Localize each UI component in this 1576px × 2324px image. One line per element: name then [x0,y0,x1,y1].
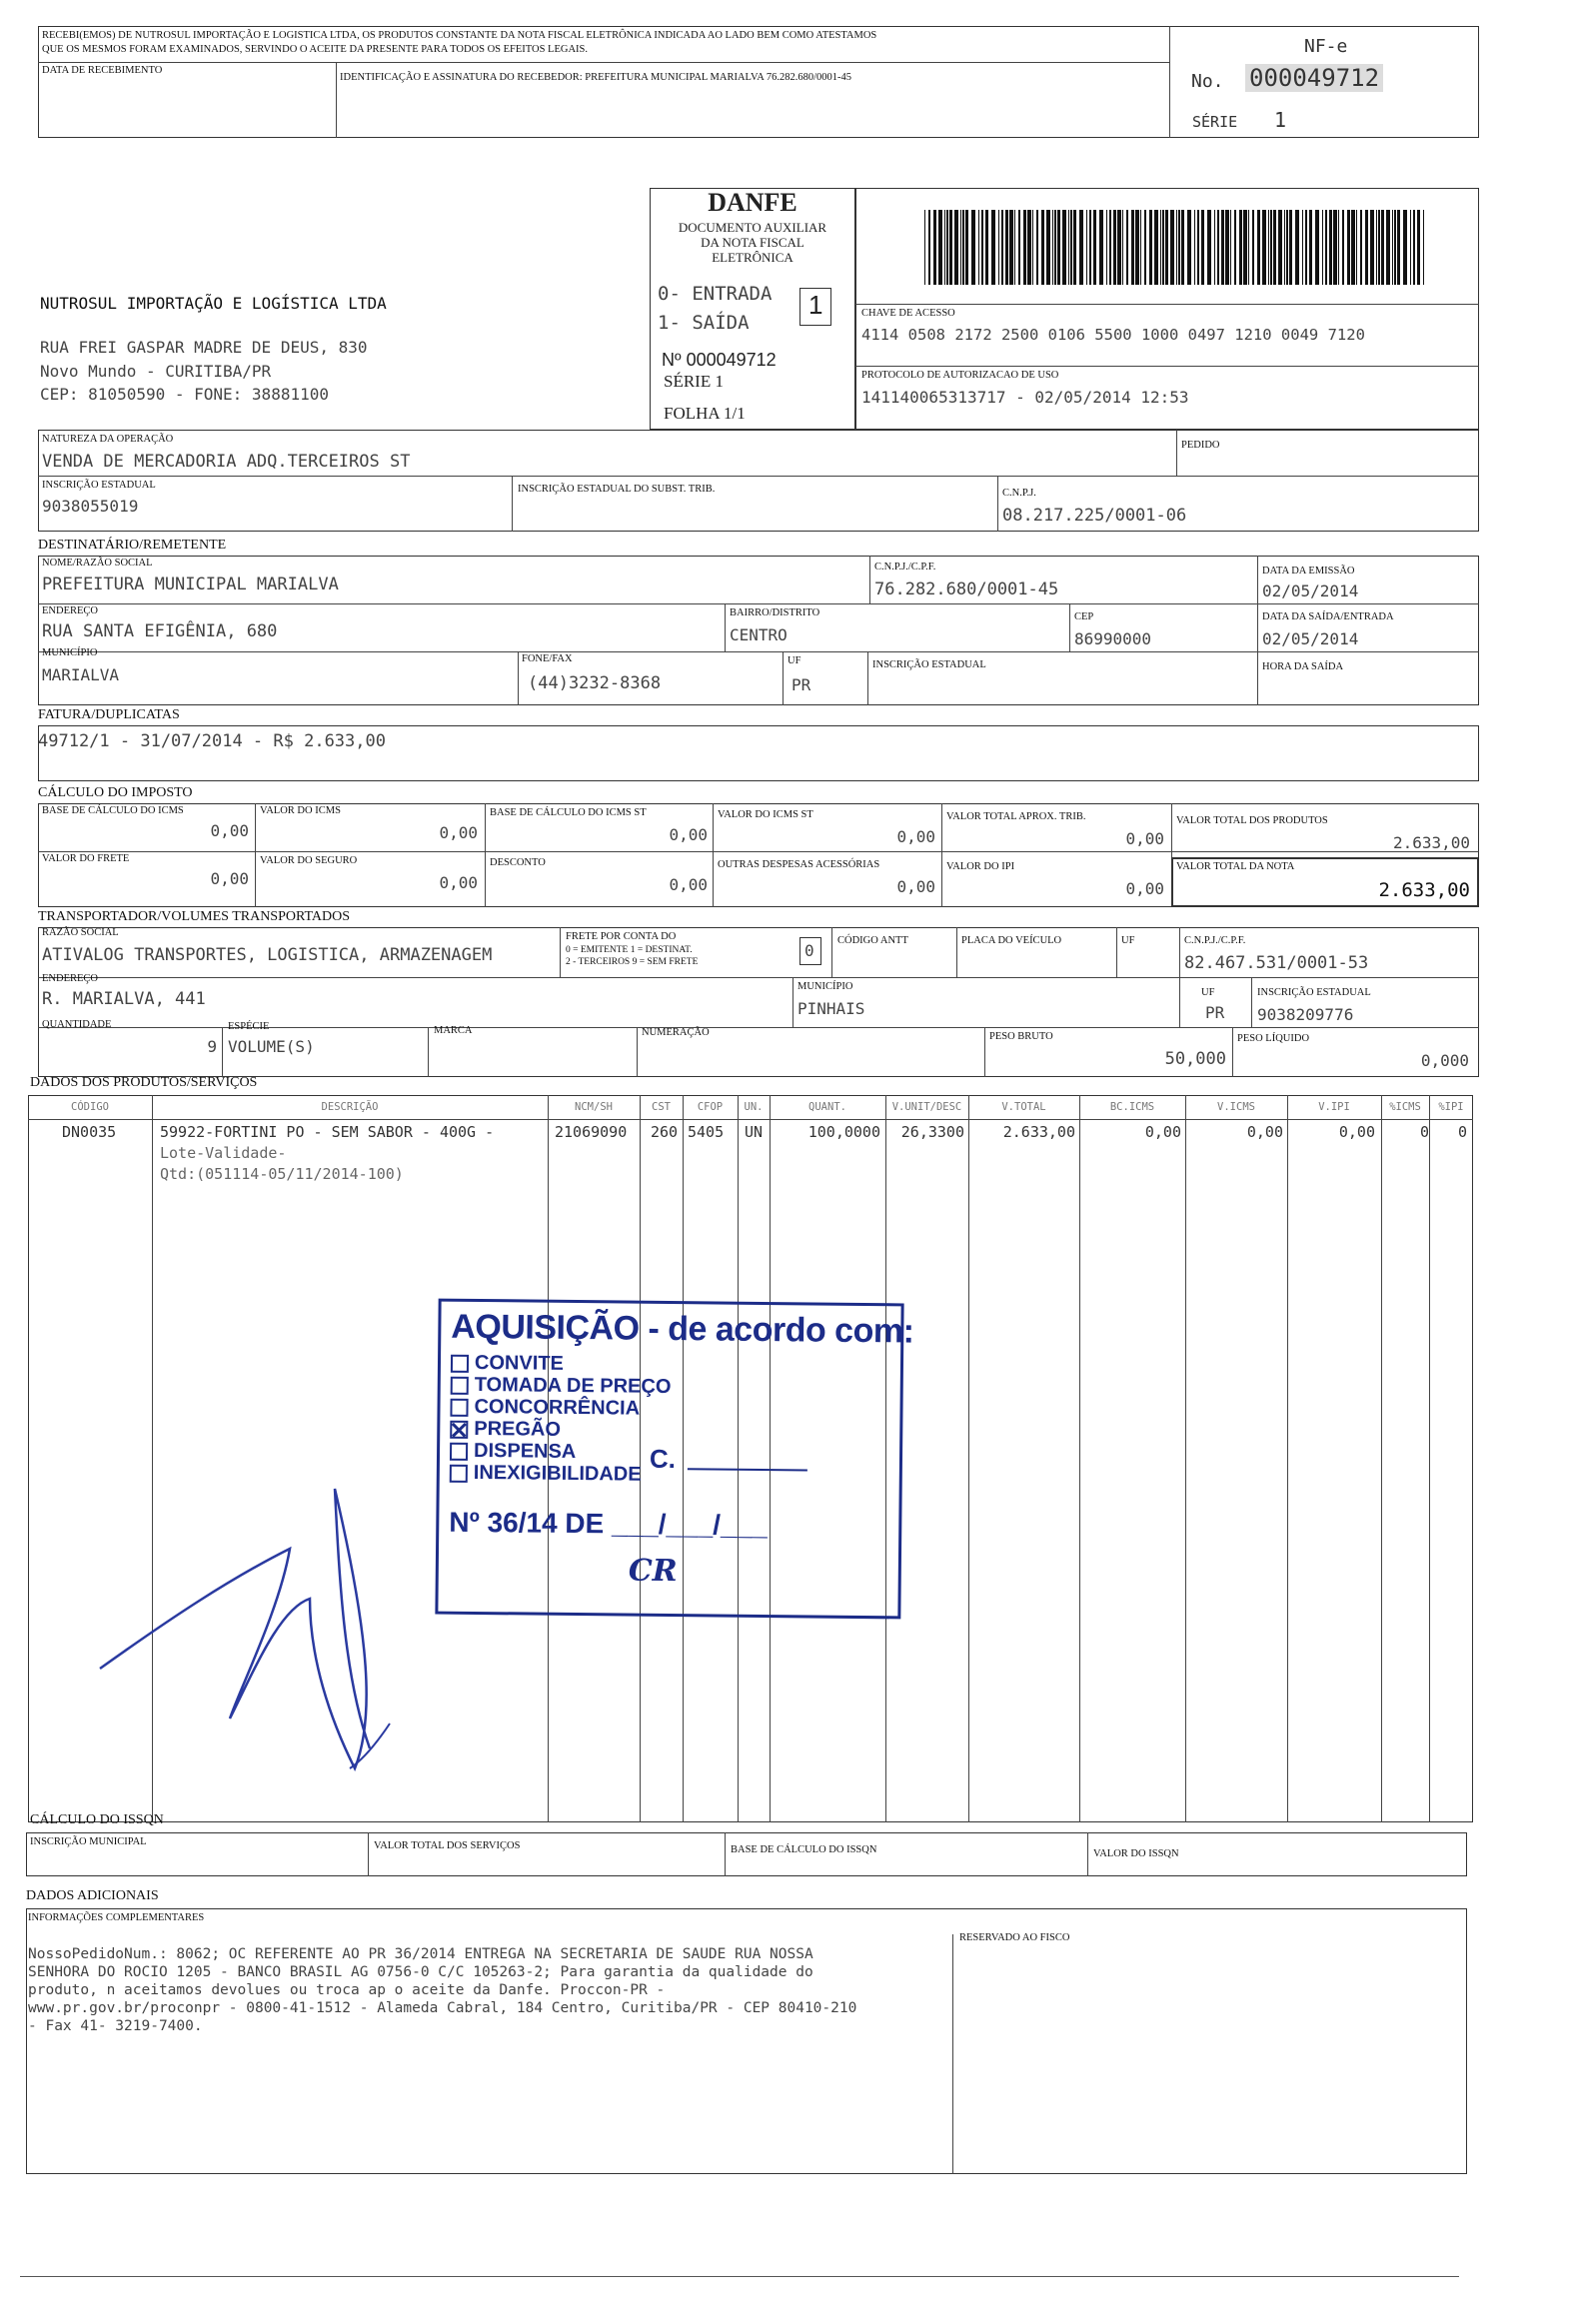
carrier-ie-label: INSCRIÇÃO ESTADUAL [1257,987,1371,998]
barcode-bar [1214,210,1215,285]
barcode-bar [1197,210,1199,285]
recipient-address: RUA SANTA EFIGÊNIA, 680 [42,621,278,641]
insurance-label: VALOR DO SEGURO [260,855,358,866]
receipt-text-2: QUE OS MESMOS FORAM EXAMINADOS, SERVINDO O ACEITE DA PRESENTE PARA TODOS OS EFEITOS LEGAIS. [42,44,589,55]
barcode-bar [1131,210,1134,285]
carrier-uf: PR [1205,1003,1225,1022]
barcode-bar [1086,210,1087,285]
carrier-city: PINHAIS [797,999,865,1018]
product-ncm: 21069090 [555,1123,628,1141]
barcode-bar [1270,210,1272,285]
barcode-bar [1162,210,1164,285]
barcode-bar [981,210,983,285]
additional-section-title: DADOS ADICIONAIS [26,1888,159,1903]
barcode-bar [998,210,999,285]
danfe-folha: FOLHA 1/1 [664,404,746,423]
carrier-address-label: ENDEREÇO [42,973,98,984]
freight-value: 0,00 [210,869,249,888]
products-header-3: CST [652,1101,671,1113]
stub-number: 000049712 [1245,64,1383,92]
recipient-section-title: DESTINATÁRIO/REMETENTE [38,538,227,553]
barcode-bar [1370,210,1374,285]
barcode-bar [1360,210,1362,285]
barcode [924,210,1424,285]
stamp-option [451,1352,672,1376]
barcode-bar [944,210,945,285]
barcode-bar [1278,210,1282,285]
ie-label: INSCRIÇÃO ESTADUAL [42,480,156,491]
danfe-type-value: 1 [808,290,823,320]
barcode-bar [1181,210,1184,285]
barcode-bar [1386,210,1390,285]
emission-label: DATA DA EMISSÃO [1262,566,1355,577]
receipt-date-label: DATA DE RECEBIMENTO [42,65,163,76]
stub-series-label: SÉRIE [1192,113,1238,131]
stamp-checkbox-checked [450,1420,468,1438]
ie-value: 9038055019 [42,497,139,516]
recipient-name-label: NOME/RAZÃO SOCIAL [42,558,153,569]
barcode-bar [1257,210,1260,285]
additional-line-3: produto, n aceitamos devolues ou troca ap o aceite da Danfe. Proccon-PR - [28,1982,666,1998]
barcode-bar [1178,210,1180,285]
stamp-option [450,1462,671,1486]
recipient-cnpj: 76.282.680/0001-45 [874,580,1059,599]
barcode-bar [1135,210,1139,285]
product-desc-line-1: 59922-FORTINI PO - SEM SABOR - 400G - [160,1123,495,1141]
barcode-bar [965,210,968,285]
stamp-options [450,1352,672,1486]
trib-label: VALOR TOTAL APROX. TRIB. [946,811,1086,822]
recipient-phone: (44)3232-8368 [528,673,662,693]
danfe-title: DANFE [708,188,797,217]
stamp-initials: CR [628,1553,678,1590]
discount-label: DESCONTO [490,857,546,868]
barcode-bar [1273,210,1276,285]
freight-value: 0 [804,941,814,960]
plate-label: PLACA DO VEÍCULO [961,935,1062,946]
stamp-checkbox [451,1354,469,1372]
products-header-11: V.IPI [1318,1101,1350,1113]
issqn-value-label: VALOR DO ISSQN [1093,1848,1179,1859]
barcode-bar [954,210,958,285]
barcode-bar [1248,210,1249,285]
net-weight-value: 0,000 [1420,1051,1469,1070]
product-un: UN [745,1123,764,1141]
recipient-ie-label: INSCRIÇÃO ESTADUAL [872,659,986,670]
danfe-entrada: 0- ENTRADA [658,283,773,305]
barcode-bar [1403,210,1407,285]
barcode-bar [1347,210,1350,285]
stamp-c-label: C. [649,1443,677,1475]
barcode-bar [1113,210,1116,285]
barcode-bar [1170,210,1174,285]
base-icms-value: 0,00 [210,821,249,840]
barcode-bar [1230,210,1231,285]
products-header-9: BC.ICMS [1109,1101,1155,1113]
barcode-bar [1014,210,1015,285]
exit-date: 02/05/2014 [1262,629,1359,648]
recipient-city: MARIALVA [42,665,120,684]
barcode-bar [1122,210,1123,285]
barcode-bar [1268,210,1269,285]
barcode-bar [1225,210,1229,285]
exit-time-label: HORA DA SAÍDA [1262,661,1344,672]
recipient-uf-label: UF [788,655,801,666]
ipi-value: 0,00 [1125,879,1164,898]
product-icms: 0,00 [1246,1123,1283,1141]
freight-option-1: 0 = EMITENTE 1 = DESTINAT. [566,945,693,955]
services-total-label: VALOR TOTAL DOS SERVIÇOS [374,1840,521,1851]
products-header-8: V.TOTAL [1001,1101,1046,1113]
barcode-bar [1217,210,1219,285]
products-header-10: V.ICMS [1217,1101,1255,1113]
product-ipi: 0,00 [1338,1123,1375,1141]
barcode-bar [949,210,952,285]
emitter-address: RUA FREI GASPAR MADRE DE DEUS, 830 [40,338,368,357]
emission-date: 02/05/2014 [1262,581,1359,600]
acquisition-stamp [435,1299,914,1620]
barcode-bar [938,210,942,285]
barcode-bar [1046,210,1050,285]
barcode-bar [985,210,988,285]
emitter-cnpj: 08.217.225/0001-06 [1002,506,1187,526]
icms-st-value: 0,00 [896,827,935,846]
danfe-number: Nº 000049712 [662,350,777,370]
danfe-subtitle-3: ELETRÔNICA [712,250,793,265]
stub-series: 1 [1274,108,1287,132]
district-value: CENTRO [730,625,788,644]
stamp-option-label: CONCORRÊNCIA [474,1395,641,1420]
receiver-label: IDENTIFICAÇÃO E ASSINATURA DO RECEBEDOR: PREFEITURA MUNICIPAL MARIALVA 76.282.680/0001-45 [340,72,852,83]
stamp-option-label: DISPENSA [473,1439,577,1464]
products-header-12: %ICMS [1389,1101,1421,1113]
product-icms-rate: 0 [1419,1123,1429,1141]
product-cfop: 5405 [688,1123,725,1141]
barcode-bar [1207,210,1211,285]
barcode-bar [1032,210,1033,285]
barcode-bar [1149,210,1152,285]
fisco-reserved-label: RESERVADO AO FISCO [959,1932,1070,1943]
barcode-bar [1315,210,1319,285]
pedido-label: PEDIDO [1181,440,1220,451]
other-expenses-value: 0,00 [896,877,935,896]
carrier-uf-label: UF [1201,987,1215,998]
other-expenses-label: OUTRAS DESPESAS ACESSÓRIAS [718,859,880,870]
barcode-bar [971,210,975,285]
barcode-bar [1027,210,1031,285]
barcode-bar [1036,210,1038,285]
stamp-option [450,1418,671,1442]
discount-value: 0,00 [669,875,708,894]
barcode-bar [1252,210,1254,285]
species-label: ESPÉCIE [228,1021,270,1032]
district-label: BAIRRO/DISTRITO [730,607,820,618]
barcode-bar [1089,210,1091,285]
recipient-cep: 86990000 [1074,629,1152,648]
trib-value: 0,00 [1125,829,1164,848]
barcode-bar [1052,210,1053,285]
nfe-label: NF-e [1304,36,1348,57]
barcode-bar [962,210,964,285]
barcode-bar [1329,210,1332,285]
products-header-1: DESCRIÇÃO [321,1101,379,1113]
danfe-subtitle-2: DA NOTA FISCAL [701,235,804,250]
barcode-bar [1160,210,1161,285]
barcode-bar [1079,210,1083,285]
stamp-checkbox [450,1398,468,1416]
barcode-bar [960,210,961,285]
barcode-bar [1070,210,1072,285]
ie-st-label: INSCRIÇÃO ESTADUAL DO SUBST. TRIB. [518,484,716,495]
plate-uf-label: UF [1121,935,1135,946]
barcode-bar [1262,210,1266,285]
product-unit-price: 26,3300 [900,1123,964,1141]
brand-label: MARCA [434,1025,473,1036]
barcode-bar [1062,210,1066,285]
barcode-bar [1041,210,1044,285]
emitter-cnpj-label: C.N.P.J. [1002,488,1036,499]
ipi-label: VALOR DO IPI [946,861,1015,872]
barcode-bar [1378,210,1380,285]
recipient-city-label: MUNICÍPIO [42,647,98,658]
nature-label: NATUREZA DA OPERAÇÃO [42,434,174,445]
barcode-bar [1154,210,1158,285]
danfe-subtitle-1: DOCUMENTO AUXILIAR [678,220,827,235]
icms-st-label: VALOR DO ICMS ST [718,809,813,820]
stamp-option-label: TOMADA DE PREÇO [474,1373,672,1399]
emitter-cep-phone: CEP: 81050590 - FONE: 38881100 [40,385,329,404]
product-ipi-rate: 0 [1457,1123,1467,1141]
barcode-bar [1397,210,1400,285]
carrier-address: R. MARIALVA, 441 [42,989,206,1009]
stamp-option [451,1374,672,1398]
stamp-option-label: PREGÃO [474,1417,562,1441]
barcode-bar [1073,210,1076,285]
tax-section-title: CÁLCULO DO IMPOSTO [38,785,193,800]
barcode-bar [1165,210,1168,285]
product-total: 2.633,00 [1002,1123,1075,1141]
danfe-series: SÉRIE 1 [664,372,724,391]
barcode-bar [1109,210,1111,285]
barcode-bar [1187,210,1191,285]
freight-by-label: FRETE POR CONTA DO [566,931,677,942]
barcode-bar [1117,210,1121,285]
emitter-name: NUTROSUL IMPORTAÇÃO E LOGÍSTICA LTDA [40,294,387,313]
barcode-bar [1356,210,1357,285]
products-total-value: 2.633,00 [1392,833,1470,852]
barcode-bar [1068,210,1069,285]
invoice-total-value: 2.633,00 [1378,879,1470,901]
recipient-address-label: ENDEREÇO [42,605,98,616]
recipient-uf: PR [791,675,811,694]
quantity-label: QUANTIDADE [42,1019,112,1030]
barcode-bar [1234,210,1236,285]
additional-line-4: www.pr.gov.br/proconpr - 0800-41-1512 - Alameda Cabral, 184 Centro, Curitiba/PR - CEP 80410-210 [28,2000,857,2016]
barcode-bar [1322,210,1323,285]
barcode-bar [1194,210,1195,285]
icms-value: 0,00 [439,823,478,842]
barcode-bar [1221,210,1224,285]
carrier-ie: 9038209776 [1257,1005,1354,1024]
products-header-7: V.UNIT/DESC [891,1101,962,1113]
access-key: 4114 0508 2172 2500 0106 5500 1000 0497 1210 0049 7120 [861,326,1365,344]
product-desc-line-3: Qtd:(051114-05/11/2014-100) [160,1165,404,1183]
barcode-bar [1392,210,1393,285]
barcode-bar [1057,210,1060,285]
barcode-bar [1410,210,1411,285]
quantity-value: 9 [207,1037,217,1056]
barcode-bar [1239,210,1242,285]
product-desc-line-2: Lote-Validade- [160,1144,287,1162]
barcode-bar [1423,210,1424,285]
base-st-value: 0,00 [669,825,708,844]
additional-line-2: SENHORA DO ROCIO 1205 - BANCO BRASIL AG 0756-0 C/C 105263-2; Para garantia da qualidade do [28,1964,813,1980]
stub-number-prefix: No. [1191,71,1224,92]
barcode-bar [1023,210,1026,285]
barcode-bar [1338,210,1339,285]
barcode-bar [1126,210,1128,285]
receipt-text-1: RECEBI(EMOS) DE NUTROSUL IMPORTAÇÃO E LOGISTICA LTDA, OS PRODUTOS CONSTANTE DA NOTA FISCAL ELETRÔNICA INDICADA AO LADO BEM COMO ATESTAMOS [42,30,877,41]
barcode-bar [991,210,995,285]
access-key-label: CHAVE DE ACESSO [861,308,955,319]
barcode-bar [924,210,925,285]
barcode-bar [1417,210,1420,285]
barcode-bar [1365,210,1368,285]
products-header-5: UN. [744,1101,764,1113]
barcode-bar [1333,210,1337,285]
carrier-name: ATIVALOG TRANSPORTES, LOGISTICA, ARMAZENAGEM [42,945,493,965]
barcode-bar [1351,210,1355,285]
products-header-4: CFOP [697,1101,724,1113]
nature-value: VENDA DE MERCADORIA ADQ.TERCEIROS ST [42,452,411,472]
numbering-label: NUMERAÇÃO [642,1027,710,1038]
barcode-bar [1376,210,1377,285]
barcode-bar [1342,210,1344,285]
barcode-bar [1289,210,1292,285]
product-bc-icms: 0,00 [1144,1123,1181,1141]
stamp-option-label: CONVITE [474,1351,565,1375]
icms-label: VALOR DO ICMS [260,805,341,816]
barcode-bar [1394,210,1396,285]
stamp-option [450,1440,671,1464]
carrier-name-label: RAZÃO SOCIAL [42,927,119,938]
barcode-bar [1286,210,1288,285]
barcode-bar [946,210,948,285]
freight-label: VALOR DO FRETE [42,853,130,864]
transport-section-title: TRANSPORTADOR/VOLUMES TRANSPORTADOS [38,909,351,924]
additional-line-1: NossoPedidoNum.: 8062; OC REFERENTE AO PR 36/2014 ENTREGA NA SECRETARIA DE SAUDE RUA NOSSA [28,1946,813,1962]
recipient-name: PREFEITURA MUNICIPAL MARIALVA [42,575,339,594]
base-st-label: BASE DE CÁLCULO DO ICMS ST [490,807,647,818]
barcode-bar [1005,210,1008,285]
barcode-bar [933,210,936,285]
carrier-cnpj-label: C.N.P.J./C.P.F. [1184,935,1246,946]
issqn-section-title: CÁLCULO DO ISSQN [30,1812,164,1827]
product-cst: 260 [651,1123,679,1141]
barcode-bar [1106,210,1107,285]
barcode-bar [1381,210,1384,285]
stamp-number-line: Nº 36/14 DE ___/___/___ [449,1506,768,1542]
product-qty: 100,0000 [807,1123,880,1141]
barcode-bar [1201,210,1204,285]
protocol-value: 141140065313717 - 02/05/2014 12:53 [861,388,1189,407]
additional-line-5: - Fax 41- 3219-7400. [28,2018,203,2034]
barcode-bar [1284,210,1285,285]
net-weight-label: PESO LÍQUIDO [1237,1033,1310,1044]
products-section-title: DADOS DOS PRODUTOS/SERVIÇOS [30,1075,258,1090]
operation-box [38,430,1479,532]
barcode-bar [1302,210,1303,285]
product-code: DN0035 [62,1123,117,1141]
products-total-label: VALOR TOTAL DOS PRODUTOS [1176,815,1328,826]
barcode-bar [978,210,979,285]
exit-label: DATA DA SAÍDA/ENTRADA [1262,611,1394,622]
barcode-bar [1305,210,1307,285]
barcode-bar [1009,210,1013,285]
barcode-bar [1144,210,1146,285]
issqn-base-label: BASE DE CÁLCULO DO ISSQN [731,1844,877,1855]
stamp-checkbox [450,1442,468,1460]
barcode-bar [1018,210,1020,285]
products-header-13: %IPI [1438,1101,1464,1113]
gross-weight-value: 50,000 [1164,1049,1226,1069]
stamp-option [450,1396,671,1420]
barcode-bar [1325,210,1327,285]
stamp-checkbox [451,1376,469,1394]
recipient-phone-label: FONE/FAX [522,653,573,664]
invoice-value: 49712/1 - 31/07/2014 - R$ 2.633,00 [38,731,386,751]
recipient-cep-label: CEP [1074,611,1094,622]
barcode-bar [1413,210,1415,285]
stamp-title: AQUISIÇÃO - de acordo com: [451,1307,914,1351]
emitter-city: Novo Mundo - CURITIBA/PR [40,362,272,381]
base-icms-label: BASE DE CÁLCULO DO ICMS [42,805,184,816]
barcode-bar [1140,210,1141,285]
barcode-bar [1243,210,1247,285]
barcode-bar [1099,210,1103,285]
barcode-bar [1054,210,1056,285]
antt-label: CÓDIGO ANTT [837,935,908,946]
gross-weight-label: PESO BRUTO [989,1031,1053,1042]
products-header-0: CÓDIGO [71,1101,109,1113]
complementary-info-label: INFORMAÇÕES COMPLEMENTARES [28,1912,205,1923]
invoice-section-title: FATURA/DUPLICATAS [38,707,180,722]
products-header-2: NCM/SH [575,1101,613,1113]
carrier-cnpj: 82.467.531/0001-53 [1184,953,1369,973]
recipient-cnpj-label: C.N.P.J./C.P.F. [874,562,936,573]
products-header-6: QUANT. [808,1101,846,1113]
handwritten-signature [80,1469,460,1798]
carrier-city-label: MUNICÍPIO [797,981,853,992]
barcode-bar [928,210,930,285]
species-value: VOLUME(S) [228,1037,315,1056]
barcode-bar [1093,210,1096,285]
barcode-bar [1309,210,1312,285]
invoice-total-label: VALOR TOTAL DA NOTA [1176,861,1295,872]
insurance-value: 0,00 [439,873,478,892]
barcode-bar [1176,210,1177,285]
barcode-bar [1001,210,1003,285]
danfe-saida: 1- SAÍDA [658,312,750,334]
municipal-registration-label: INSCRIÇÃO MUNICIPAL [30,1836,147,1847]
stamp-option-label: INEXIGIBILIDADE [473,1461,642,1486]
protocol-label: PROTOCOLO DE AUTORIZACAO DE USO [861,370,1059,381]
barcode-bar [1295,210,1299,285]
freight-option-2: 2 - TERCEIROS 9 = SEM FRETE [566,957,699,967]
